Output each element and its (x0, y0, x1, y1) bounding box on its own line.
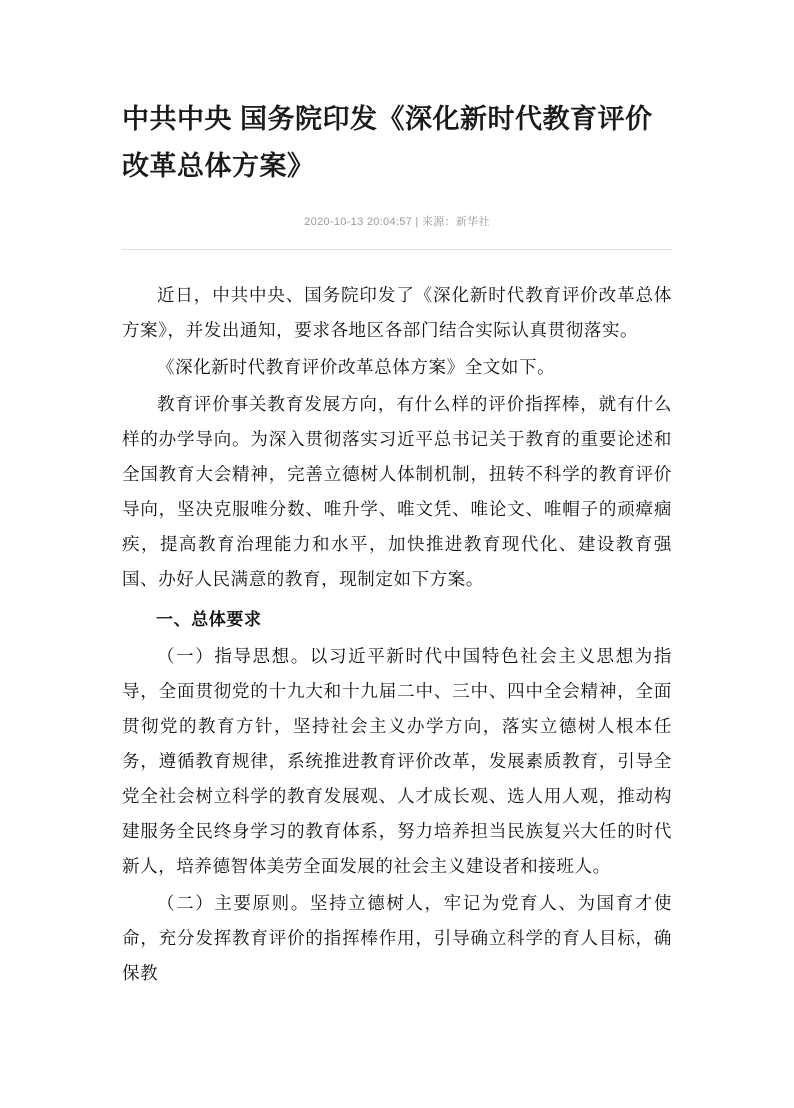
paragraph: 教育评价事关教育发展方向，有什么样的评价指挥棒，就有什么样的办学导向。为深入贯彻落实习近平总书记关于教育的重要论述和全国教育大会精神，完善立德树人体制机制，扭转不科学的教育评价导向，坚决克服唯分数、唯升学、唯文凭、唯论文、唯帽子的顽瘴痼疾，提高教育治理能力和水平，加快推进教育现代化、建设教育强国、办好人民满意的教育，现制定如下方案。 (122, 393, 672, 589)
header-divider (122, 249, 672, 250)
paragraph: 《深化新时代教育评价改革总体方案》全文如下。 (157, 356, 556, 377)
paragraph: （一）指导思想。以习近平新时代中国特色社会主义思想为指导，全面贯彻党的十九大和十九届二中、三中、四中全会精神，全面贯彻党的教育方针，坚持社会主义办学方向，落实立德树人根本任务，遵循教育规律，系统推进教育评价改革，发展素质教育，引导全党全社会树立科学的教育发展观、人才成长观、选人用人观，推动构建服务全民终身学习的教育体系，努力培养担当民族复兴大任的时代新人，培养德智体美劳全面发展的社会主义建设者和接班人。 (122, 645, 672, 876)
paragraph: 近日，中共中央、国务院印发了《深化新时代教育评价改革总体方案》，并发出通知，要求各地区各部门结合实际认真贯彻落实。 (122, 284, 672, 340)
section-heading: 一、总体要求 (156, 609, 262, 629)
paragraph: （二）主要原则。坚持立德树人，牢记为党育人、为国育才使命，充分发挥教育评价的指挥棒作用，引导确立科学的育人目标，确保教 (122, 892, 672, 983)
document-meta: 2020-10-13 20:04:57 | 来源：新华社 (304, 215, 490, 228)
page-title: 中共中央 国务院印发《深化新时代教育评价改革总体方案》 (122, 104, 653, 182)
